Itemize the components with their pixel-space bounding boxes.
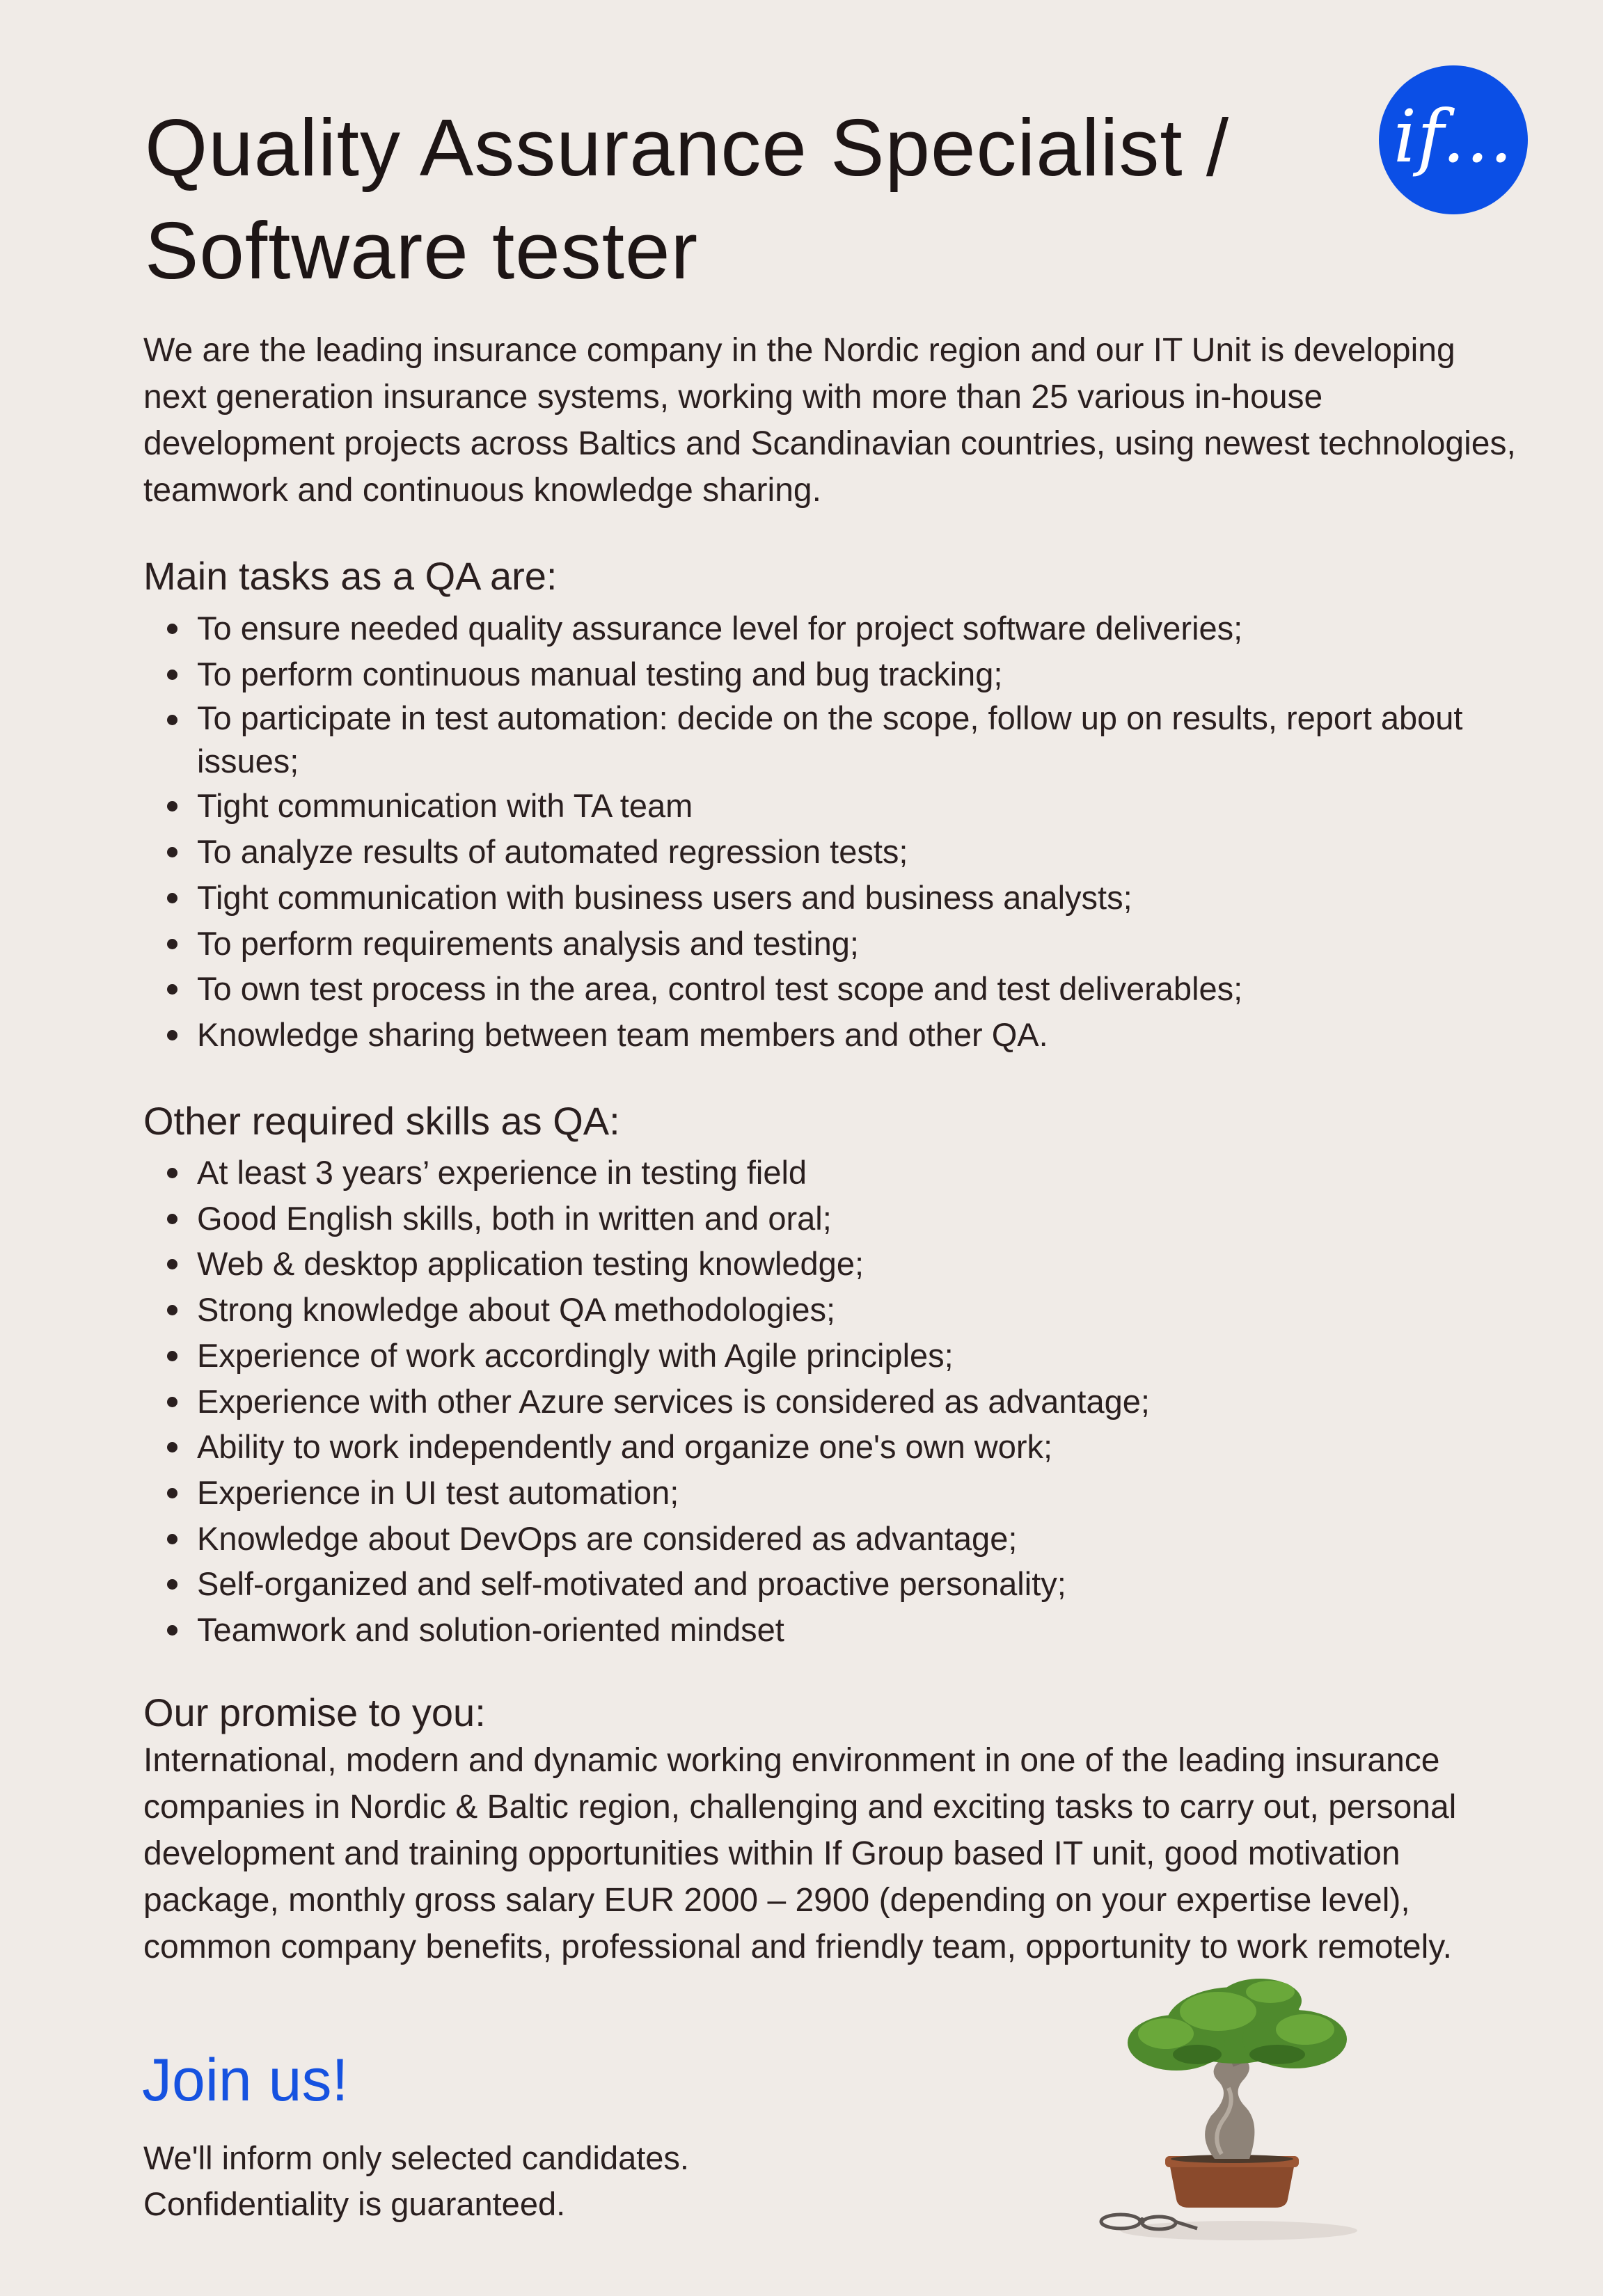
list-item: Experience in UI test automation; [167,1470,1545,1516]
page-title [145,96,1363,302]
list-item: At least 3 years’ experience in testing field [167,1150,1545,1196]
list-item: To perform requirements analysis and testing; [167,921,1545,967]
footnote-line-1: We'll inform only selected candidates. [143,2139,689,2176]
footnote [143,2135,689,2227]
list-item: Tight communication with TA team [167,783,1545,829]
intro-paragraph: We are the leading insurance company in the Nordic region and our IT Unit is developing next generation insurance systems, working with more than 25 various in-house development projects across Baltics and Scandinavian countries, using newest technologies, teamwork and continuous knowledge sharing. [143,332,1516,509]
list-item: Ability to work independently and organize one's own work; [167,1424,1545,1470]
skills-list [167,1150,1545,1653]
list-item: To analyze results of automated regression tests; [167,829,1545,875]
list-item: Tight communication with business users and business analysts; [167,875,1545,921]
list-item: Teamwork and solution-oriented mindset [167,1607,1545,1653]
promise-heading: Our promise to you: [143,1691,486,1734]
main-tasks-heading: Main tasks as a QA are: [143,554,558,598]
page-title-line-1: Quality Assurance Specialist / [145,102,1230,193]
promise-paragraph: International, modern and dynamic working environment in one of the leading insurance companies in Nordic & Baltic region, challenging and exciting tasks to carry out, personal development and training opportunities within If Group based IT unit, good motivation package, monthly gross salary EUR 2000 – 2900 (depending on your expertise level), common company benefits, professional and friendly team, opportunity to work remotely. [143,1742,1457,1965]
company-logo [1379,65,1528,214]
main-tasks-list [167,605,1545,1058]
company-logo-text: if... [1393,94,1514,179]
list-item: Good English skills, both in written and oral; [167,1196,1545,1242]
page-title-line-2: Software tester [145,205,699,296]
list-item: Web & desktop application testing knowledge; [167,1241,1545,1287]
list-item: Knowledge about DevOps are considered as advantage; [167,1516,1545,1562]
list-item: Self-organized and self-motivated and proactive personality; [167,1561,1545,1607]
list-item: Experience with other Azure services is considered as advantage; [167,1379,1545,1425]
list-item: To participate in test automation: decide on the scope, follow up on results, report about issues; [167,697,1545,783]
join-us-heading: Join us! [142,2047,349,2114]
list-item: To ensure needed quality assurance level for project software deliveries; [167,605,1545,651]
list-item: Experience of work accordingly with Agile principles; [167,1333,1545,1379]
list-item: To perform continuous manual testing and bug tracking; [167,651,1545,697]
bonsai-tree-icon [1093,1977,1385,2248]
list-item: Strong knowledge about QA methodologies; [167,1287,1545,1333]
list-item: To own test process in the area, control test scope and test deliverables; [167,966,1545,1012]
footnote-line-2: Confidentiality is guaranteed. [143,2185,566,2222]
list-item: Knowledge sharing between team members and other QA. [167,1012,1545,1058]
skills-heading: Other required skills as QA: [143,1099,620,1143]
